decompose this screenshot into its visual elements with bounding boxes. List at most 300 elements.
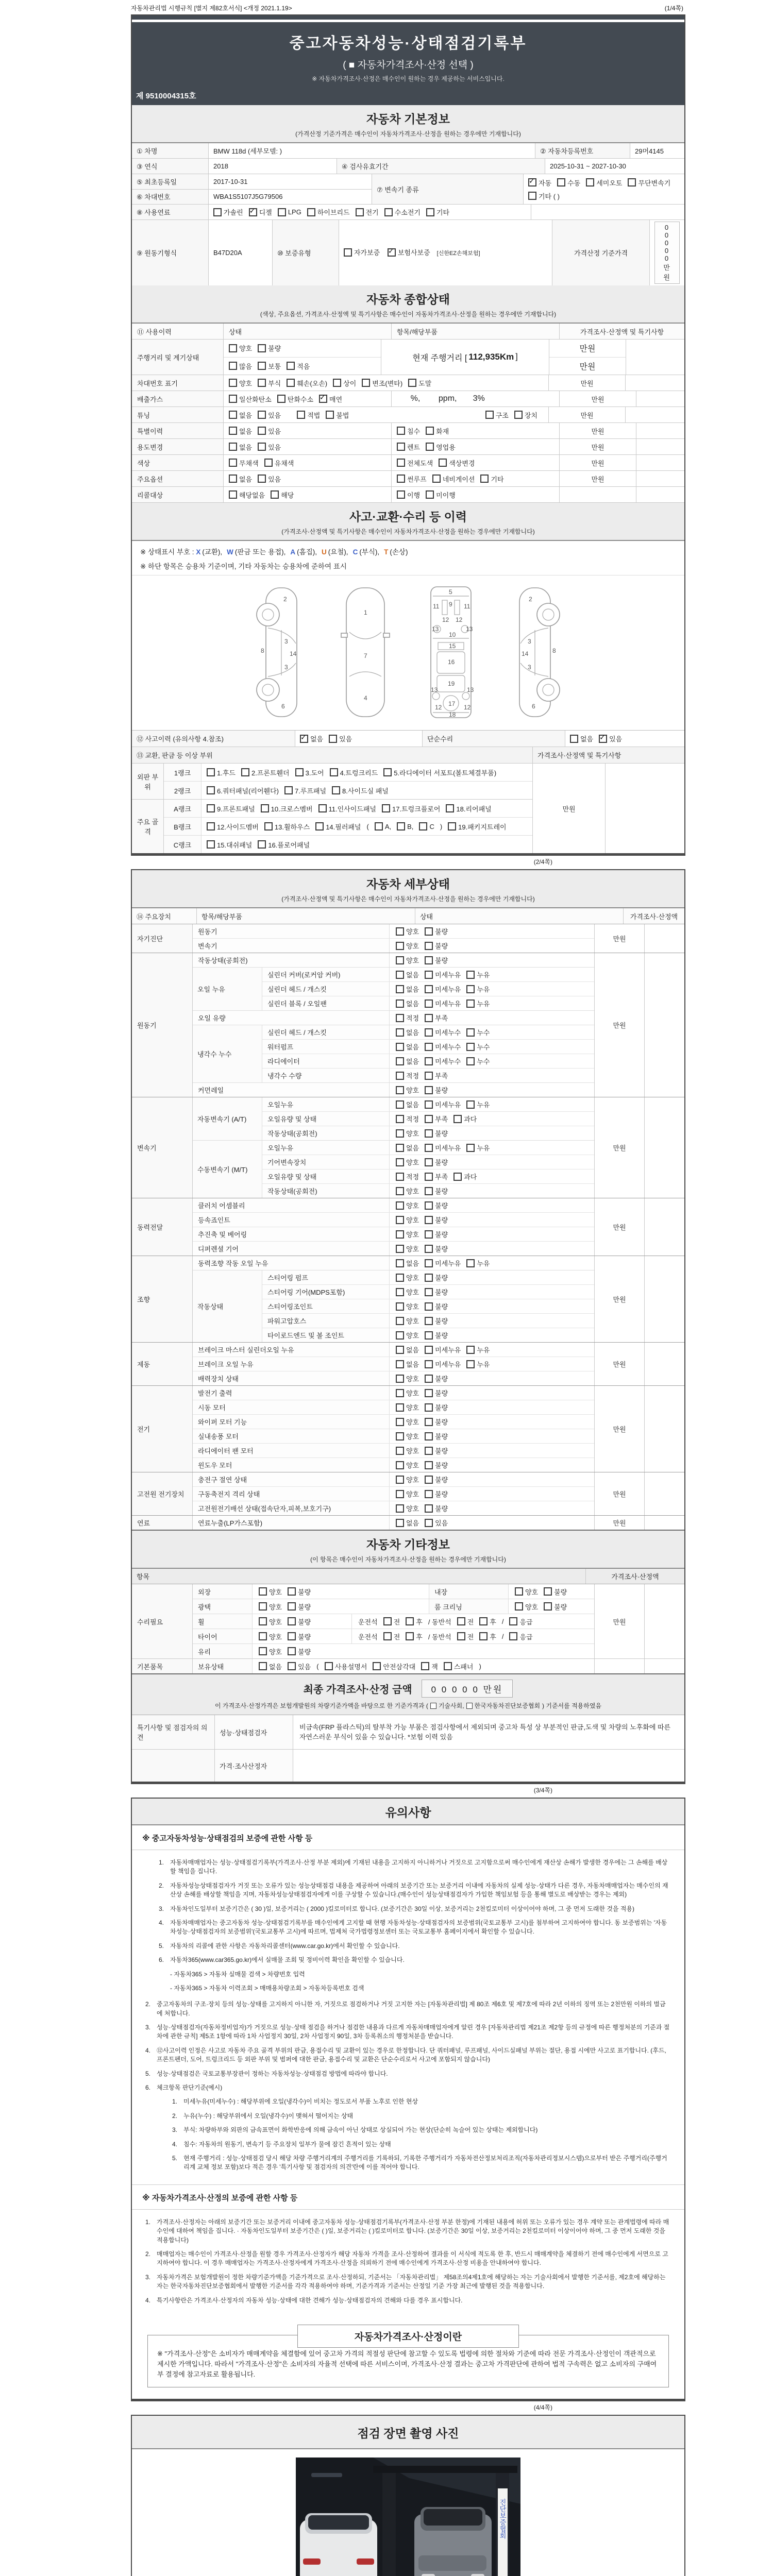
checkbox-option [628,178,670,188]
car-diagram-side-right [508,583,564,722]
appraiser-label: 가격·조사산정자 [215,1750,293,1782]
checkbox-label: 기술사회, [438,1702,464,1709]
checkbox-option [425,955,448,965]
checkbox-label: 전체도색 [407,459,433,467]
status-options [390,1040,594,1054]
section-note: (가격산정 기준가격은 매수인이 자동차가격조사·산정을 원하는 경우에만 기재합니다) [295,130,521,138]
checkbox-label: 잭 [431,1663,438,1671]
item-row [193,1386,594,1400]
checkbox-label: 10.크로스멤버 [271,805,313,813]
status-options [390,1126,594,1140]
checkbox-option [362,378,402,388]
notice-item [145,2218,671,2245]
checkbox-option [396,1085,419,1095]
checkbox-label: 없음 [406,1346,419,1354]
checkbox-option [396,1027,419,1037]
checkbox-option [425,1215,448,1225]
checkbox-label: 썬루프 [407,475,427,483]
checkbox [425,1418,433,1426]
checkbox-label: A, [384,822,392,831]
status-cell [224,439,392,454]
checkbox-label: 적정 [406,1072,419,1080]
checkbox-option [287,361,310,371]
checkbox-option [297,410,320,420]
checkbox-option [570,734,593,743]
device-sections [193,953,594,1097]
checkbox [425,1346,433,1354]
section-rows [193,1256,594,1270]
checkbox [315,822,324,831]
checkbox [330,768,338,776]
notice-item [145,2070,671,2078]
car-diagrams [132,575,684,731]
checkbox-option [425,1143,461,1153]
checkbox-label: 불량 [435,1216,448,1224]
section-note: (이 항목은 매수인이 자동차가격조사·산정을 원하는 경우에만 기재합니다) [310,1556,506,1563]
col-item: 항목/해당부품 [197,908,415,924]
checkbox [397,474,405,483]
checkbox-label: 양호 [406,1462,419,1469]
notice-item [159,1956,671,1964]
status-options [229,490,299,500]
checkbox-option [396,941,419,951]
checkbox-option [485,410,509,420]
rank-row [164,764,532,782]
checkbox-label: 가솔린 [224,209,243,216]
section-rows [193,953,594,967]
item-cell [392,455,560,470]
checkbox-label: 네비게이션 [442,475,475,483]
table-row [132,391,684,407]
checkbox-label: ( [316,1662,319,1670]
holding-options [253,1659,594,1673]
mileage-value: 112,935Km [468,352,514,362]
checkbox [457,1632,465,1640]
checkbox-option [599,734,622,743]
inspector-comment: 비금속(FRP 플라스틱)의 탈부착 가능 부품은 점검사항에서 제외되며 중고차 특성 상 부분적인 판금,도색 및 차량의 노후화에 따른 자연스러운 부식이 있을 수 있습니다. *보험 이력 있음 [299,1723,671,1741]
checkbox-option [425,1258,461,1268]
status-options [390,1069,594,1082]
doc-page-2 [131,869,685,1784]
checkbox-option [207,804,255,814]
checkbox-label: 기타 ( ) [539,192,560,200]
checkbox-option [396,1431,419,1441]
checkbox [466,1703,473,1709]
checkbox [425,1201,433,1210]
checkbox [396,1346,404,1354]
checkbox [425,1432,433,1440]
doc-page-1 [131,14,685,856]
checkbox-option [358,1617,378,1626]
opinion-row [132,1715,684,1750]
checkbox-option [425,1301,448,1311]
checkbox-option [425,1359,461,1369]
checkbox [509,1617,517,1625]
repair-row [193,1644,594,1658]
checkbox-label: 19.패키지트레이 [458,823,507,831]
checkbox [229,395,237,403]
device-group [132,1097,684,1198]
checkbox-label: 양호 [406,1490,419,1498]
checkbox-option [425,1186,448,1196]
device-sections [193,1386,594,1472]
checkbox [425,1504,433,1513]
page-title: 중고자동차성능·상태점검기록부 [289,35,527,52]
device-group [132,1386,684,1472]
checkbox-option [307,207,350,217]
col-price: 가격조사·산정액 [630,912,678,921]
simple-repair-label: 단순수리 [423,731,565,747]
device-group [132,1472,684,1516]
checkbox-option [396,970,419,979]
checkbox [326,411,334,419]
checkbox [264,459,273,467]
notes-cell [626,407,684,422]
opinion-block [132,1715,684,1782]
checkbox-label: 불량 [435,1332,448,1340]
status-options [390,1184,594,1198]
col-status: 상태 [415,908,624,924]
panel-number: 6 [532,703,535,710]
item-row [262,1097,594,1112]
table-row [132,439,684,455]
checkbox-label: 보통 [268,362,281,370]
status-options [390,1343,594,1357]
checkbox-option [277,394,313,404]
item-text: - 자동차365 > 자동차 실매물 검색 > 차량번호 입력 [170,1970,305,1978]
checkbox [425,1028,433,1037]
checkbox [344,248,352,257]
checkbox-label: 불량 [554,1603,567,1611]
checkbox [466,1100,475,1109]
price-cell: 만원 [560,455,636,470]
checkbox-option [466,1042,490,1052]
group-label: 수리필요 [132,1584,193,1658]
checkbox [396,1375,404,1383]
checkbox-label: 양호 [525,1588,539,1596]
checkbox-label: 누유 [477,986,490,993]
base-price-value [650,220,684,285]
checkbox-option [258,426,281,436]
checkbox-option [446,804,491,814]
checkbox-option [288,1662,311,1671]
checkbox-option [229,458,259,468]
checkbox-label: 양호 [406,928,419,936]
mileage-price [549,340,626,375]
checkbox-option [373,1662,415,1671]
status-options [390,1170,594,1183]
checkbox [332,786,340,794]
item-options-2 [509,1584,594,1599]
item-label: 작동상태(공회전) [262,1184,390,1198]
checkbox-option [457,1617,474,1626]
notice-item [145,2046,671,2064]
checkbox-label: 미세누유 [435,1144,461,1152]
device-sections [193,1198,594,1256]
notes-cell [644,1343,684,1385]
checkbox-option [425,1099,461,1109]
item-number: 3. [145,2024,151,2031]
checkbox [287,362,295,370]
checkbox-option [466,998,490,1008]
item-cell [392,391,560,406]
status-options [229,394,348,404]
item-label: 브레이크 마스터 실린더오일 누유 [193,1343,390,1357]
checkbox-label: 응급 [519,1633,533,1641]
checkbox-option [278,208,301,216]
rank-options [201,764,532,781]
legend-note: ※ 하단 항목은 승용차 기준이며, 기타 자동차는 승용차에 준하여 표시 [140,563,347,570]
item-label: 브레이크 오일 누유 [193,1357,390,1371]
page-marker-2: (2/4쪽) [533,858,552,866]
checkbox [396,1504,404,1513]
checkbox-label: 운전석 [358,1633,378,1641]
position-options [352,1629,594,1643]
checkbox [425,1144,433,1152]
status-options [390,1242,594,1256]
checkbox-option [229,410,252,420]
status-options [229,458,299,468]
device-sections [193,924,594,953]
status-options [390,1054,594,1068]
checkbox-label: 불량 [268,345,281,353]
item-label: 파워고압호스 [262,1314,390,1328]
item-label: 오일누유 [262,1141,390,1155]
item-row [262,1170,594,1184]
checkbox-label: ) [479,1662,481,1670]
item-text: 자동차매매업자는 성능·상태점검기록부(가격조사·산정 부분 제외)에 기재된 내용을 고지하지 아니하거나 거짓으로 고지함으로써 매수인에게 재산상 손해가 발생한 경우에는 그 손해를 배상할 책임을 집니다. [170,1859,668,1875]
checkbox-label: 누유 [477,1361,490,1368]
checkbox-option [375,822,391,831]
checkbox-label: 부족 [435,1173,448,1181]
checkbox [425,1389,433,1397]
section-rows [262,1025,594,1082]
checkbox-option [444,1662,474,1671]
checkbox [432,474,441,483]
checkbox-option [397,474,427,484]
status-right-options [485,410,543,420]
device-label: 전기 [132,1386,193,1472]
checkbox-label: 5.라디에이터 서포트(볼트체결부품) [394,769,497,777]
group-label: 주요 골격 [132,800,164,853]
checkbox [207,786,215,794]
checkbox [396,1317,404,1325]
checkbox [514,411,523,419]
checkbox-option [425,1273,448,1282]
checkbox-label: 없음 [406,986,419,993]
panel-number: 13 [467,686,474,693]
item-label: 원동기 [193,924,390,938]
checkbox-label: 적정 [406,1014,419,1022]
inspection-label: ④ 검사유효기간 [337,159,545,174]
notes-cell [636,471,684,486]
document-number: 제 9510004315호 [136,92,196,100]
item-row [193,1242,594,1256]
checkbox-option [425,1374,448,1383]
checkbox-option [479,1663,481,1670]
item-label: 클러치 어셈블리 [193,1198,390,1212]
status-cell [224,407,549,422]
checkbox-option [466,1099,490,1109]
checkbox [388,248,396,257]
item-row [262,1069,594,1082]
section-title: 자동차 세부상태 [366,877,450,891]
checkbox [229,344,237,352]
overall-rows [132,375,684,503]
checkbox [396,927,404,936]
checkbox-option [425,1229,448,1239]
item-label: 충전구 절연 상태 [193,1472,390,1486]
checkbox [396,1432,404,1440]
rank-label: B랭크 [164,818,201,835]
checkbox-label: 없음 [239,443,253,451]
checkbox-label: 적정 [406,1173,419,1181]
checkbox-option [329,734,352,743]
checkbox-option [515,1587,538,1597]
table-row [132,455,684,471]
rank-row [164,782,532,799]
checkbox-option [258,442,281,452]
panel-number: 13 [431,686,438,693]
legend-letter: W [227,548,233,556]
status-cell [224,375,549,391]
checkbox-label: 없음 [406,1361,419,1368]
checkbox [258,427,266,435]
checkbox [528,178,536,187]
checkbox-option [258,474,281,484]
checkbox-option [425,1200,448,1210]
checkbox-option [425,1446,448,1455]
checkbox [288,1632,296,1640]
checkbox [383,1617,392,1625]
checkbox-label: 침수 [407,427,421,435]
checkbox-option [396,1460,419,1470]
checkbox-option [396,1475,419,1484]
panel-number: 9 [449,601,452,608]
checkbox-option [419,822,434,831]
checkbox-option [466,1027,490,1037]
checkbox [430,1703,436,1709]
checkbox [384,208,393,216]
checkbox-label: 후 [490,1633,496,1641]
checkbox-option [428,1632,451,1641]
notes-cell [644,1584,684,1658]
checkbox-label: 운전석 [358,1618,378,1626]
status-options [390,924,594,938]
checkbox-label: 불량 [298,1618,311,1626]
checkbox-label: 있음 [268,475,281,483]
item-text: 특기사항란은 가격조사·산정자의 자동차 성능·상태에 대한 견해가 성능·상태점검자의 견해와 다를 경우 표시합니다. [157,2296,463,2304]
item-number: 4. [172,2140,178,2148]
item-row [193,1227,594,1242]
checkbox [396,1331,404,1340]
checkbox [425,1158,433,1166]
checkbox-option [425,1460,448,1470]
checkbox [297,411,305,419]
item-text: 성능·상태점검자(자동차정비업자)가 거짓으로 성능·상태 점검을 하거나 점검한 내용과 다르게 자동차매매업자에게 알린 경우 [자동차관리법 제21조 제2항 등의 규정에 따른 행정처분의 기준과 절차에 관한 규칙] 제5조 1항에 따라 1차 사업정지 30일, 2차 사업정지 90일, 3차 등록취소의 행정처분을 받습니다. [157,2024,670,2040]
checkbox-option [425,1157,448,1167]
item-number: 5. [145,2070,151,2077]
checkbox [397,459,405,467]
item-number: 5. [159,1942,164,1950]
checkbox-label: 미세누수 [435,1058,461,1065]
checkbox-option [383,768,496,777]
device-sections [193,1256,594,1342]
checkbox-option [509,1632,532,1641]
checkbox-label: 미세누유 [435,986,461,993]
checkbox-label: 있음 [268,411,281,419]
checkbox [318,804,327,812]
checkbox-option [259,1662,282,1671]
checkbox-label: 과다 [464,1115,477,1123]
checkbox-label: 불량 [435,942,448,950]
checkbox-label: 전 [393,1633,400,1641]
checkbox-label: 색상변경 [449,459,475,467]
checkbox-option [288,1587,311,1597]
checkbox [421,1662,429,1670]
checkbox-option [425,1027,461,1037]
checkbox-option [396,1128,419,1138]
checkbox-option [396,1056,419,1066]
legend-desc: (요철), [328,548,348,556]
checkbox-label: 적법 [307,411,321,419]
current-mileage [381,340,549,375]
checkbox-option [288,1632,311,1641]
item-label: 윈도우 모터 [193,1458,390,1472]
device-sections [193,1343,594,1385]
checkbox [425,1086,433,1094]
panel-number: 15 [449,642,456,650]
checkbox [425,999,433,1008]
checkbox-label: 불량 [435,1375,448,1383]
notice-header-2: ※ 자동차가격조사·산정의 보증에 관한 사항 등 [132,2184,684,2210]
checkbox [426,427,434,435]
checkbox [396,985,404,993]
checkbox-label: 부족 [435,1115,448,1123]
subgroup-label: 수동변속기 (M/T) [193,1141,262,1198]
notice-item [145,2023,671,2041]
item-text: 자동차성능상태점검자가 거짓 또는 오류가 있는 성능상태점검 내용을 제공하여 아래의 보증기간 또는 보증거리 이내에 자동차의 실제 성능·상태가 다른 경우, 자동차매매업자는 매수인의 재산상 손해를 배상할 책임을 지며, 자동차성능상태점검자에게 이를 구상할 수 있습니다.(매수인이 성능상태점검자가 가입한 책임보험 등을 통해 별도로 배상받는 경우는 제외) [170,1882,668,1899]
checkbox-label: 자가보증 [354,249,380,257]
checkbox-option [528,178,551,188]
panel-rank-table [132,764,684,853]
checkbox [528,192,536,200]
device-sections [193,1516,594,1530]
checkbox [271,490,279,499]
checkbox [466,1043,475,1051]
checkbox-label: 없음 [406,1519,419,1527]
checkbox-option [396,1518,419,1528]
item-text: 자동차인도일부터 보증기간은 ( 30 )일, 보증거리는 ( 2000 )킬로미터로 합니다. (보증기간은 30일 이상, 보증거리는 2천킬로미터 이상이어야 하며, 그 중 먼저 도래한 것을 적용) [170,1905,635,1912]
checkbox-option [287,378,327,388]
checkbox-label: 적정 [406,1115,419,1123]
checkbox-label: 불량 [435,1447,448,1455]
item-row [262,1184,594,1198]
checkbox-option [396,1157,419,1167]
checkbox-label: ) [440,822,443,831]
price-cell: 만원 [594,1516,644,1530]
device-label: 연료 [132,1516,193,1530]
checkbox [425,1360,433,1368]
checkbox [396,1230,404,1239]
panel-number: 8 [261,647,264,654]
item-row [193,924,594,939]
table-row [132,159,684,174]
notes-cell [636,391,684,406]
repair-rows [193,1584,594,1658]
device-label: 동력전달 [132,1198,193,1256]
checkbox-option [528,191,560,201]
